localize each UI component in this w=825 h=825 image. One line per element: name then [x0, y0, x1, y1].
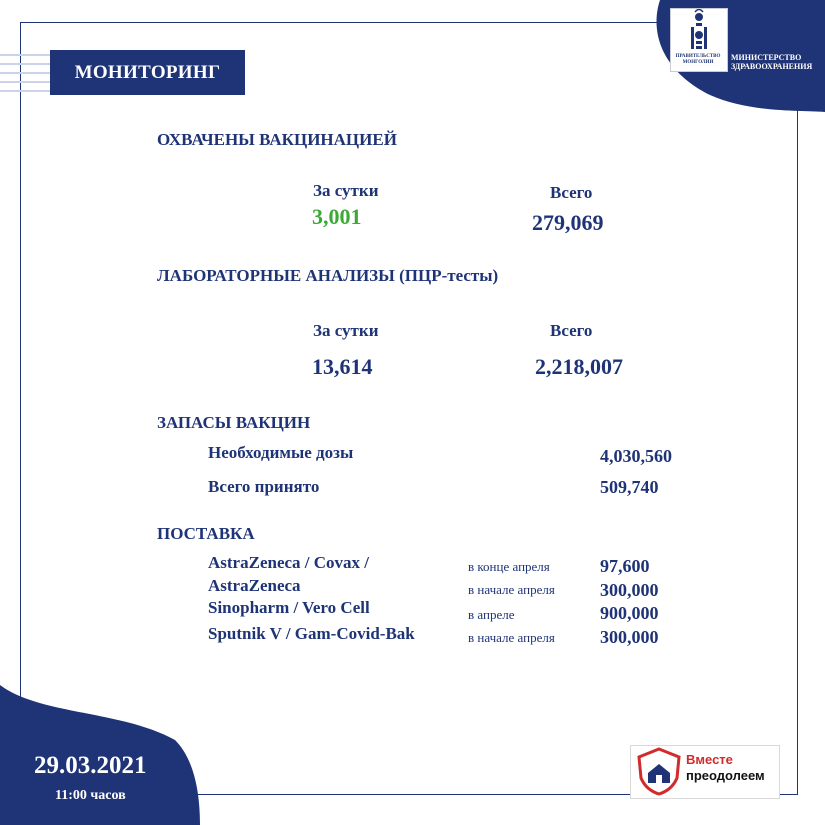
slogan-line-1: Вместе — [686, 752, 733, 767]
monitoring-banner — [50, 50, 245, 95]
slogan-line-2: преодолеем — [686, 768, 765, 783]
supply-row-value: 300,000 — [600, 580, 659, 600]
stock-row-value: 4,030,560 — [600, 446, 672, 466]
supply-row-name: Sputnik V / Gam-Covid-Bak — [208, 624, 415, 643]
stock-row-value: 509,740 — [600, 477, 659, 497]
supply-row-when: в апреле — [468, 607, 515, 622]
report-time: 11:00 часов — [55, 788, 126, 803]
supply-row-when: в конце апреля — [468, 559, 550, 574]
government-label: ПРАВИТЕЛЬСТВО МОНГОЛИИ — [675, 54, 721, 65]
supply-row-when: в начале апреля — [468, 582, 555, 597]
vaccination-title: ОХВАЧЕНЫ ВАКЦИНАЦИЕЙ — [157, 130, 397, 149]
ministry-line-2: ЗДРАВООХРАНЕНИЯ — [731, 62, 813, 71]
report-date: 29.03.2021 — [34, 752, 147, 779]
supply-row-name: AstraZeneca — [208, 576, 301, 595]
soyombo-emblem-icon — [671, 9, 727, 55]
lab-tests-total-value: 2,218,007 — [535, 354, 623, 379]
vaccine-stock-title: ЗАПАСЫ ВАКЦИН — [157, 413, 311, 432]
supply-row-name: AstraZeneca / Covax / — [208, 553, 370, 572]
ministry-label — [731, 53, 812, 71]
content-frame — [20, 22, 798, 795]
vaccination-daily-label: За сутки — [313, 181, 379, 200]
stock-row-label: Всего принято — [208, 477, 320, 496]
vaccination-total-value: 279,069 — [532, 210, 604, 235]
supply-row-value: 300,000 — [600, 627, 659, 647]
ministry-line-1: МИНИСТЕРСТВО — [731, 53, 802, 62]
supply-title: ПОСТАВКА — [157, 524, 255, 543]
lab-tests-daily-label: За сутки — [313, 321, 379, 340]
supply-row-when: в начале апреля — [468, 630, 555, 645]
supply-row-value: 97,600 — [600, 556, 650, 576]
vaccination-total-label: Всего — [550, 183, 593, 202]
banner-title: МОНИТОРИНГ — [74, 61, 221, 83]
lab-tests-daily-value: 13,614 — [312, 354, 373, 379]
stock-row-label: Необходимые дозы — [208, 443, 354, 462]
vaccination-daily-value: 3,001 — [312, 204, 362, 229]
supply-row-name: Sinopharm / Vero Cell — [208, 598, 370, 617]
shield-home-icon — [634, 746, 684, 796]
supply-row-value: 900,000 — [600, 603, 659, 623]
lab-tests-title: ЛАБОРАТОРНЫЕ АНАЛИЗЫ (ПЦР-тесты) — [157, 266, 499, 285]
lab-tests-total-label: Всего — [550, 321, 593, 340]
